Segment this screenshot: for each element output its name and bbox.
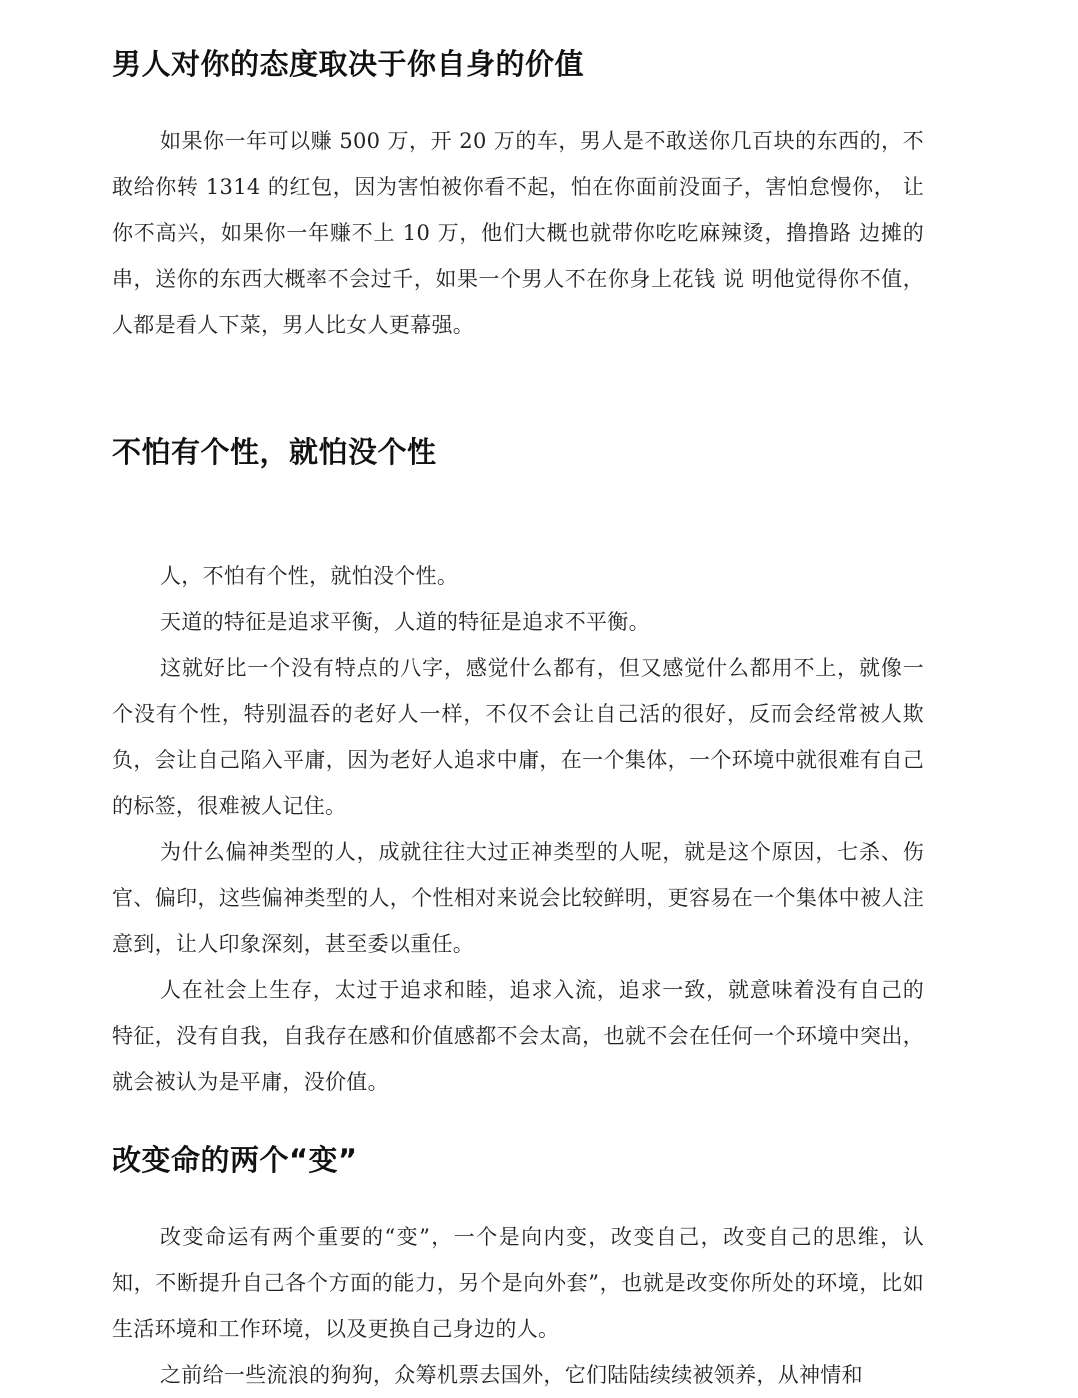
paragraph: 如果你一年可以赚 500 万，开 20 万的车，男人是不敢送你几百块的东西的，不敢给你转 1314 的红包，因为害怕被你看不起，怕在你面前没面子，害怕怠慢你， 让你不高兴，如果你一年赚不上 10 万，他们大概也就带你吃吃麻辣烫，撸撸路 边摊的串，送你的东西大概率不会过千，如果一个男人不在你身上花钱 说 明他觉得你不值，人都是看人下菜，男人比女人更幕强。: [112, 129, 924, 337]
paragraph: 人，不怕有个性，就怕没个性。: [160, 564, 459, 588]
section-body-value: [112, 118, 924, 348]
section-title-personality: 不怕有个性，就怕没个性: [112, 435, 437, 469]
paragraph: 为什么偏神类型的人，成就往往大过正神类型的人呢，就是这个原因，七杀、伤官、偏印，这些偏神类型的人，个性相对来说会比较鲜明，更容易在一个集体中被人注意到，让人印象深刻，甚至委以重任。: [112, 840, 924, 956]
paragraph: 之前给一些流浪的狗狗，众筹机票去国外，它们陆陆续续被领养，从神情和: [160, 1363, 863, 1387]
paragraph: 改变命运有两个重要的“变”，一个是向内变，改变自己，改变自己的思维，认知，不断提升自己各个方面的能力，另个是向外套”，也就是改变你所处的环境，比如生活环境和工作环境，以及更换自己身边的人。: [112, 1225, 924, 1341]
section-body-personality: [112, 553, 924, 1105]
paragraph: 天道的特征是追求平衡，人道的特征是追求不平衡。: [160, 610, 650, 634]
section-title-fate-change: 改变命的两个“变”: [112, 1143, 358, 1177]
paragraph: 这就好比一个没有特点的八字，感觉什么都有，但又感觉什么都用不上，就像一个没有个性，特别温吞的老好人一样，不仅不会让自己活的很好，反而会经常被人欺负，会让自己陷入平庸，因为老好人追求中庸，在一个集体，一个环境中就很难有自己的标签，很难被人记住。: [112, 656, 924, 818]
paragraph: 人在社会上生存，太过于追求和睦，追求入流，追求一致，就意味着没有自己的特征，没有自我，自我存在感和价值感都不会太高，也就不会在任何一个环境中突出，就会被认为是平庸，没价值。: [112, 978, 924, 1094]
section-title-value: 男人对你的态度取决于你自身的价值: [112, 47, 585, 81]
section-body-fate-change: [112, 1214, 924, 1398]
